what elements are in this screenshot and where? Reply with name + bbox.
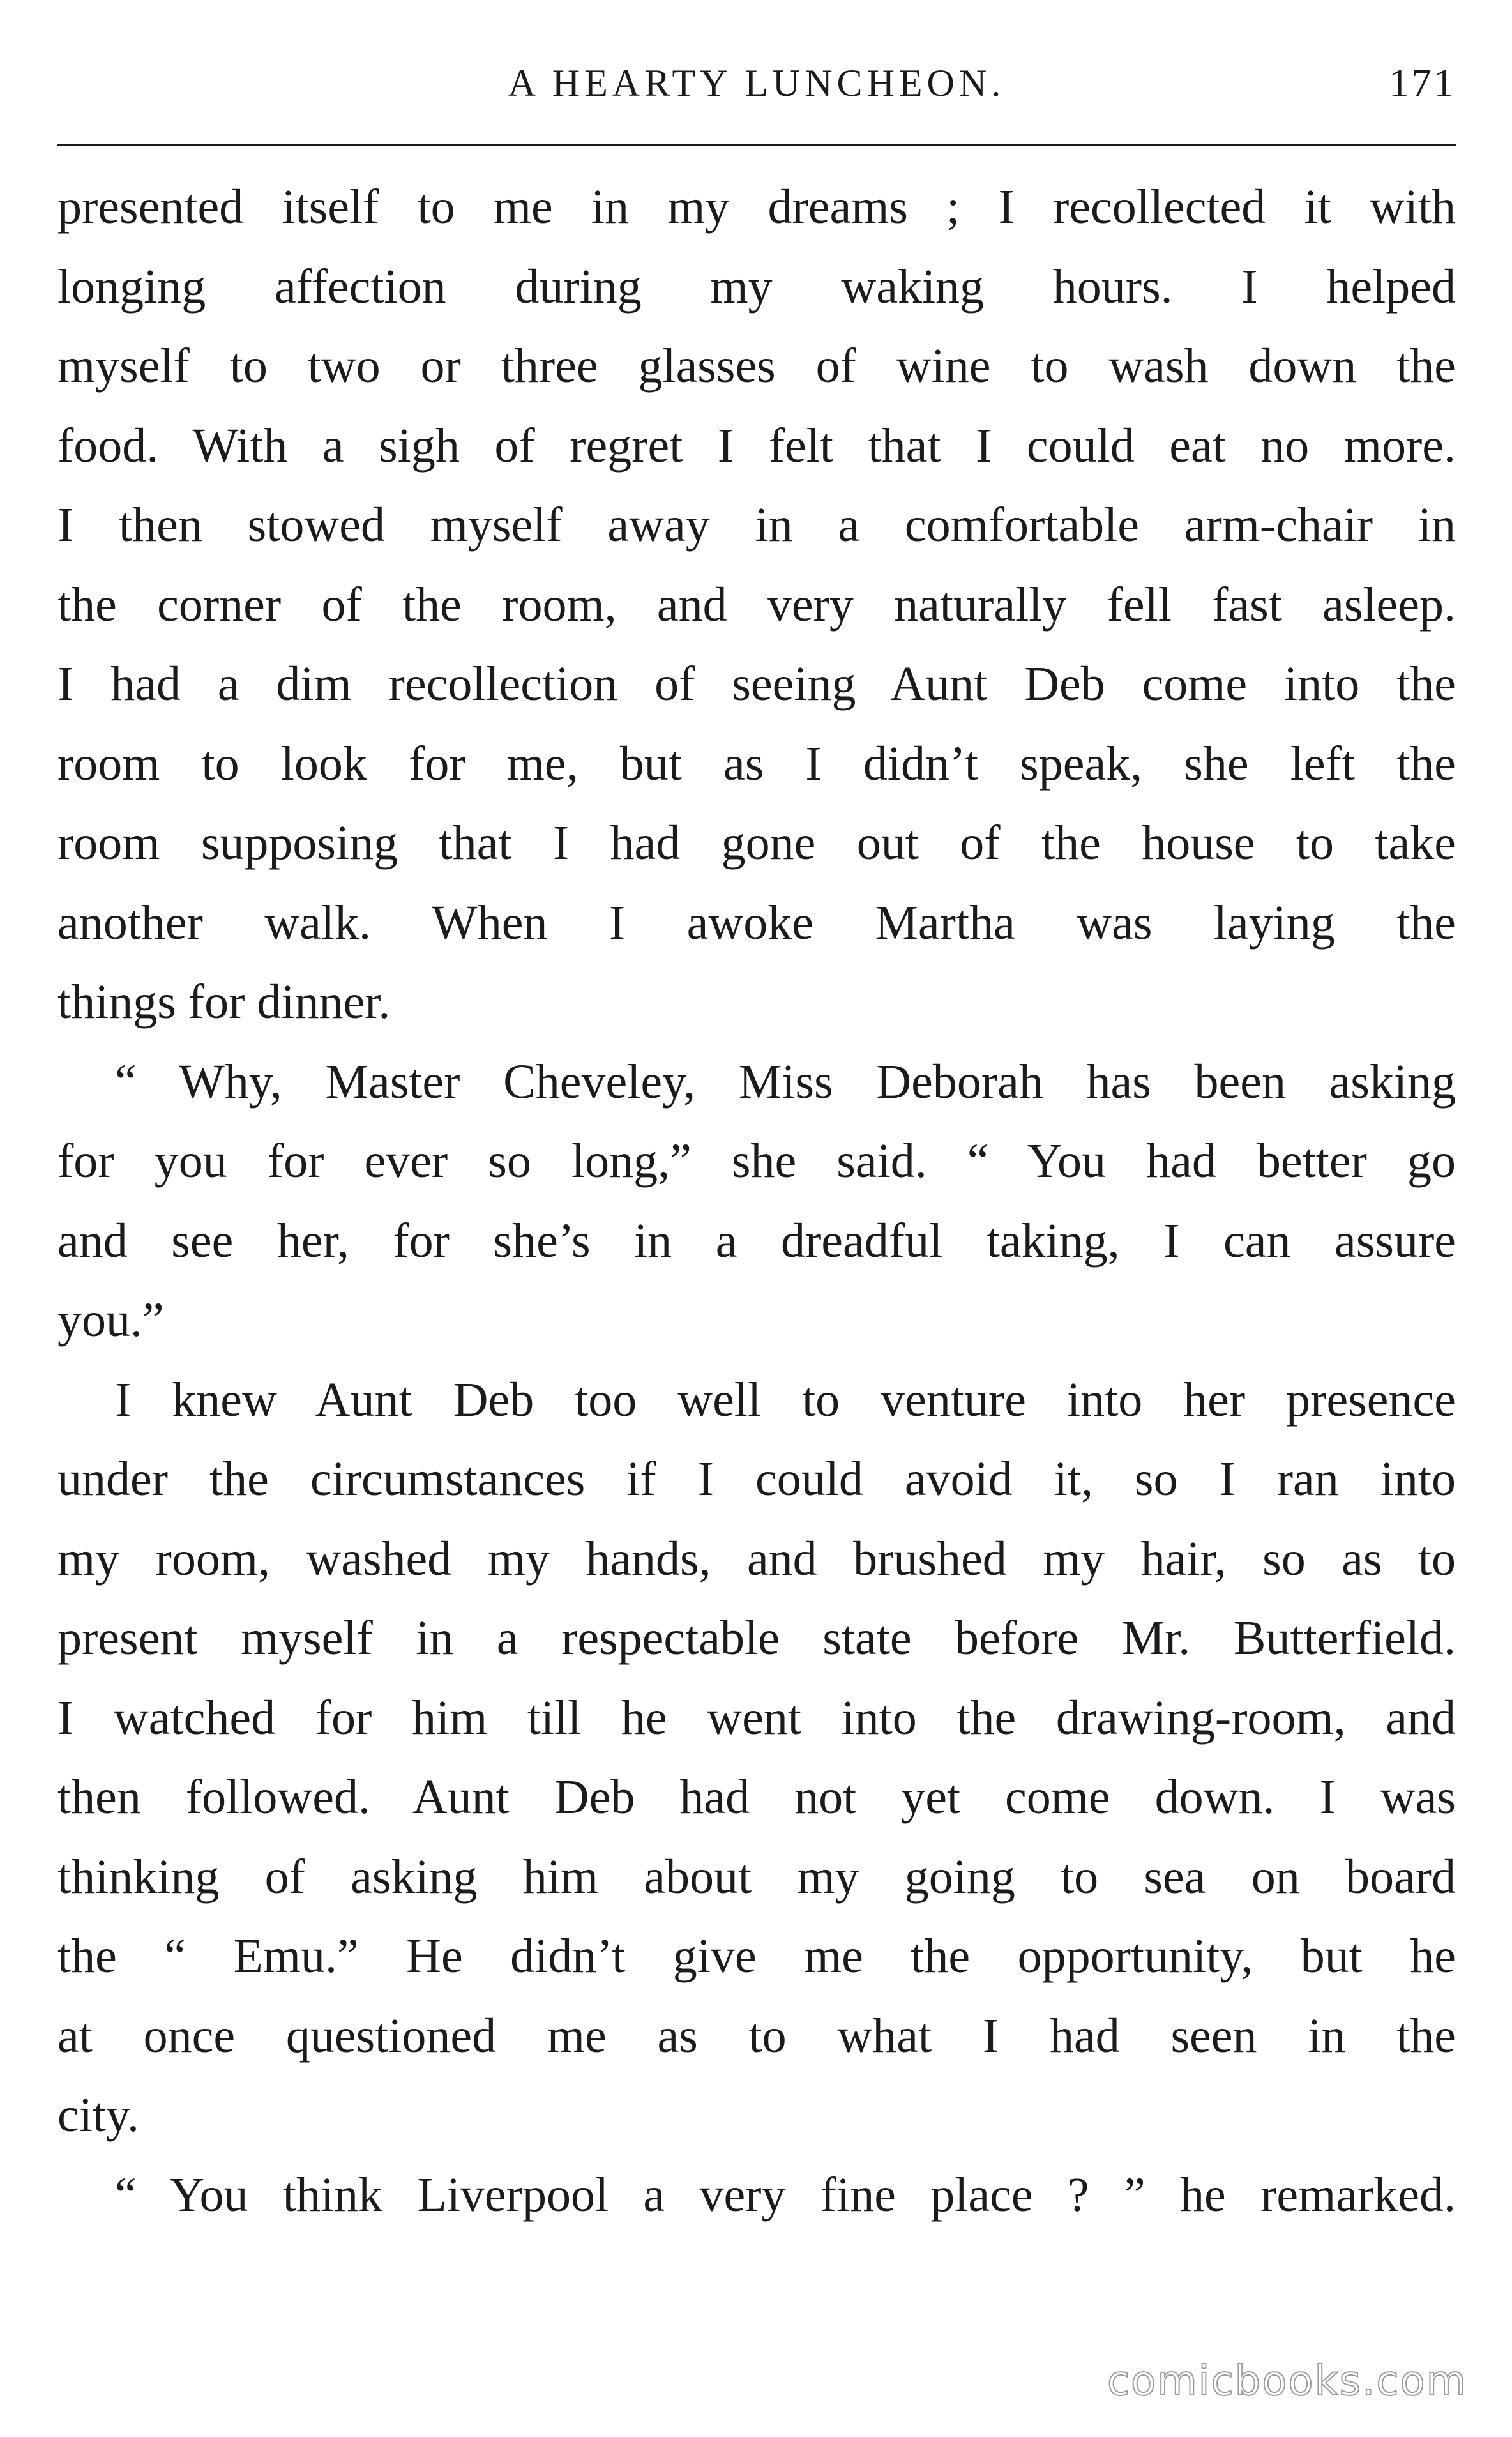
- text-line: “ Why, Master Cheveley, Miss Deborah has been asking: [115, 1054, 1456, 1109]
- text-line: “ You think Liverpool a very fine place ? ” he remarked.: [115, 2167, 1456, 2222]
- text-line: presented itself to me in my dreams ; I recollected it with: [57, 180, 1456, 234]
- text-line: then followed. Aunt Deb had not yet come down. I was: [57, 1770, 1456, 1824]
- text-line: and see her, for she’s in a dreadful taking, I can assure: [57, 1213, 1456, 1268]
- text-line: city.: [57, 2088, 140, 2142]
- text-line: at once questioned me as to what I had seen in the: [57, 2008, 1456, 2063]
- text-line: myself to two or three glasses of wine to wash down the: [57, 339, 1456, 393]
- text-line: I then stowed myself away in a comfortable arm-chair in: [57, 498, 1456, 552]
- text-line: my room, washed my hands, and brushed my hair, so as to: [57, 1531, 1456, 1586]
- text-line: food. With a sigh of regret I felt that I could eat no more.: [57, 418, 1456, 473]
- text-line: I knew Aunt Deb too well to venture into her presence: [115, 1372, 1456, 1427]
- header-rule: [57, 144, 1456, 146]
- page-number: 171: [1389, 60, 1456, 105]
- text-line: longing affection during my waking hours. I helped: [57, 259, 1456, 314]
- text-line: the “ Emu.” He didn’t give me the opportunity, but he: [57, 1929, 1456, 1983]
- text-line: I watched for him till he went into the drawing-room, and: [57, 1690, 1456, 1745]
- running-title: A HEARTY LUNCHEON.: [508, 62, 1006, 104]
- text-line: room to look for me, but as I didn’t speak, she left the: [57, 736, 1456, 791]
- text-line: I had a dim recollection of seeing Aunt Deb come into the: [57, 657, 1456, 711]
- text-line: under the circumstances if I could avoid it, so I ran into: [57, 1452, 1456, 1506]
- text-line: the corner of the room, and very naturally fell fast asleep.: [57, 577, 1456, 632]
- text-line: thinking of asking him about my going to sea on board: [57, 1849, 1456, 1904]
- text-line: present myself in a respectable state before Mr. Butterfield.: [57, 1611, 1456, 1665]
- text-line: you.”: [57, 1293, 164, 1347]
- text-line: room supposing that I had gone out of the house to take: [57, 816, 1456, 870]
- running-head: [57, 51, 1456, 115]
- watermark: comicbooks.com: [1107, 2358, 1467, 2405]
- body-text: [57, 167, 1456, 2235]
- text-line: another walk. When I awoke Martha was laying the: [57, 895, 1456, 950]
- text-line: things for dinner.: [57, 975, 391, 1029]
- text-line: for you for ever so long,” she said. “ You had better go: [57, 1134, 1456, 1188]
